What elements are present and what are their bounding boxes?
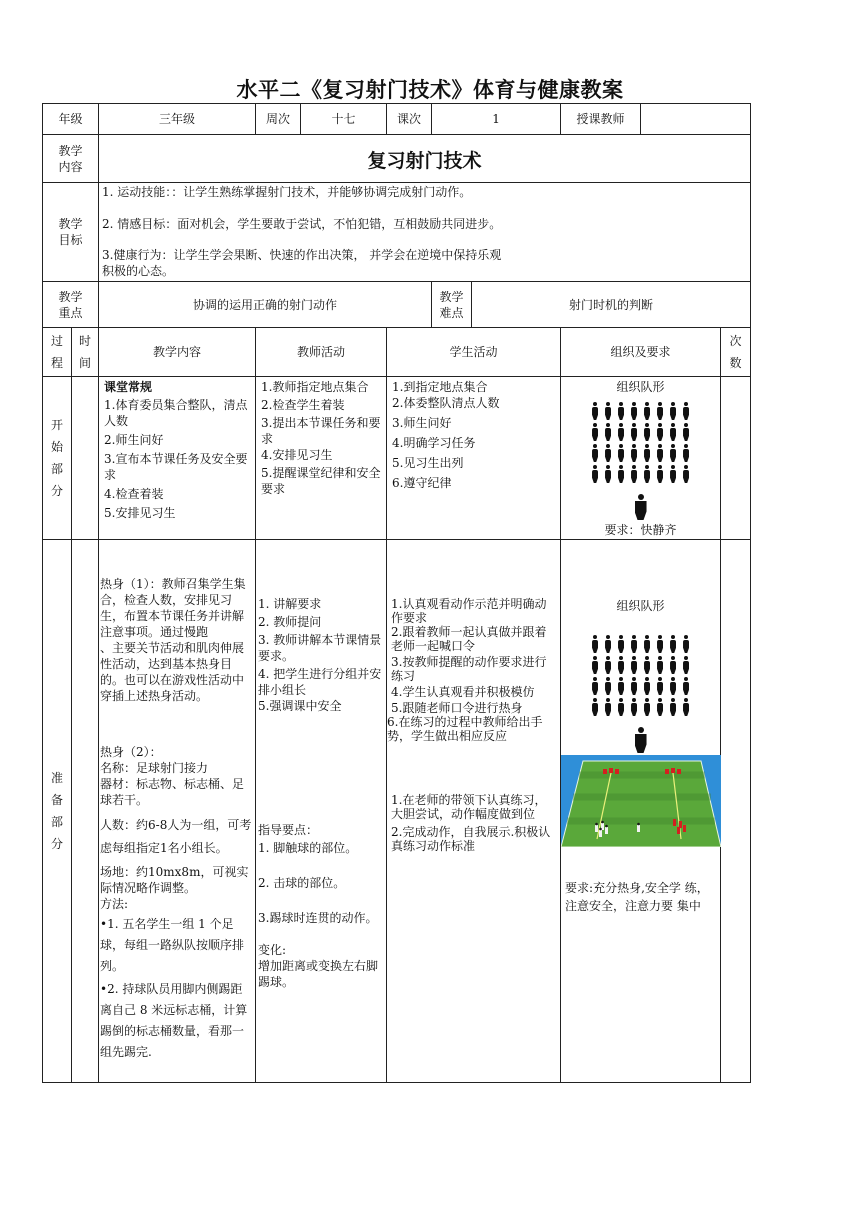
- list-item: 人数：约6-8人为一组，可考虑每组指定1名小组长。: [100, 818, 252, 855]
- list-item: 2.体委整队清点人数: [392, 396, 500, 410]
- list-item: 方法:: [100, 897, 129, 911]
- phase-start: 开 始 部 分: [43, 377, 72, 540]
- student-figure-icon: [618, 698, 624, 716]
- student-figure-icon: [657, 635, 663, 653]
- student-figure-icon: [605, 698, 611, 716]
- student-figure-icon: [670, 402, 676, 420]
- list-item: 1. 脚触球的部位。: [258, 841, 358, 855]
- student-figure-icon: [605, 402, 611, 420]
- list-item: 名称：足球射门接力: [100, 761, 209, 775]
- student-rows: [592, 399, 689, 486]
- student-figure-icon: [644, 402, 650, 420]
- student-figure-icon: [683, 656, 689, 674]
- difficulty-label: 教学 难点: [432, 282, 472, 328]
- list-item: 1. 讲解要求: [258, 597, 322, 611]
- student-figure-icon: [644, 698, 650, 716]
- org-title: 组织队形: [616, 380, 665, 394]
- student-figure-icon: [657, 423, 663, 441]
- student-figure-icon: [592, 423, 598, 441]
- list-item: 4.学生认真观看并积极模仿: [391, 685, 535, 699]
- student-figure-icon: [683, 402, 689, 420]
- col-content: 教学内容: [99, 328, 256, 377]
- student-figure-icon: [670, 698, 676, 716]
- student-figure-icon: [683, 444, 689, 462]
- list-item: •1. 五名学生一组 1 个足球，每组一路纵队按顺序排列。: [100, 917, 245, 973]
- prep-org: [561, 540, 721, 1083]
- prep-content: [99, 540, 256, 1083]
- difficulty-value: 射门时机的判断: [472, 282, 751, 328]
- list-item: 增加距离或变换左右脚踢球。: [258, 959, 379, 989]
- student-figure-icon: [631, 698, 637, 716]
- list-item: 场地：约10mx8m，可视实际情况略作调整。: [100, 865, 249, 895]
- student-figure-icon: [592, 635, 598, 653]
- goal-item: 2. 情感目标：面对机会，学生要敢于尝试，不怕犯错，互相鼓励共同进步。: [102, 217, 502, 231]
- col-student: 学生活动: [387, 328, 561, 377]
- list-item: 2. 教师提问: [258, 615, 322, 629]
- list-item: 热身（2）：: [100, 745, 162, 759]
- student-figure-icon: [605, 656, 611, 674]
- list-item: 1.教师指定地点集合: [261, 380, 369, 394]
- list-item: 3. 教师讲解本节课情景要求。: [258, 633, 382, 663]
- list-item: 4.检查着装: [104, 487, 164, 501]
- list-item: 6.遵守纪律: [392, 476, 452, 490]
- student-figure-icon: [670, 423, 676, 441]
- student-figure-icon: [605, 465, 611, 483]
- student-figure-icon: [631, 465, 637, 483]
- student-figure-icon: [618, 677, 624, 695]
- student-figure-icon: [618, 402, 624, 420]
- list-item: 5.强调课中安全: [258, 699, 342, 713]
- student-figure-icon: [631, 444, 637, 462]
- list-item: 2.完成动作，自我展示.积极认真练习动作标准: [391, 825, 551, 853]
- list-item: 3.宣布本节课任务及安全要求: [104, 452, 248, 482]
- student-figure-icon: [592, 465, 598, 483]
- student-figure-icon: [592, 444, 598, 462]
- student-figure-icon: [683, 698, 689, 716]
- student-figure-icon: [618, 444, 624, 462]
- student-figure-icon: [670, 677, 676, 695]
- student-figure-icon: [605, 635, 611, 653]
- student-figure-icon: [592, 698, 598, 716]
- list-item: 变化:: [258, 943, 287, 957]
- list-item: 指导要点：: [258, 823, 319, 837]
- student-row: [592, 656, 689, 674]
- list-item: 4. 把学生进行分组并安排小组长: [258, 667, 382, 697]
- goals-label: 教学 目标: [43, 183, 99, 282]
- student-figure-icon: [592, 402, 598, 420]
- teacher-label: 授课教师: [561, 104, 641, 135]
- list-item: 4.明确学习任务: [392, 436, 476, 450]
- student-figure-icon: [605, 444, 611, 462]
- prep-student: [387, 540, 561, 1083]
- soccer-field-image: [561, 755, 721, 847]
- teacher-figure-icon: [635, 727, 647, 753]
- start-org: [561, 377, 721, 540]
- list-item: 1.认真观看动作示范并明确动作要求: [391, 597, 547, 625]
- student-figure-icon: [683, 423, 689, 441]
- student-row: [592, 402, 689, 420]
- goal-item: 3.健康行为：让学生学会果断、快速的作出决策， 并学会在逆境中保持乐观: [102, 248, 502, 262]
- student-figure-icon: [592, 677, 598, 695]
- col-teacher: 教师活动: [256, 328, 387, 377]
- goal-item: 1. 运动技能：：让学生熟练掌握射门技术，并能够协调完成射门动作。: [102, 185, 472, 199]
- week-value: 十七: [301, 104, 387, 135]
- list-item: 1.体育委员集合整队，清点人数: [104, 398, 248, 428]
- start-count: [721, 377, 751, 540]
- student-figure-icon: [670, 444, 676, 462]
- goal-item: 积极的心态。: [102, 264, 175, 278]
- start-teacher: [256, 377, 387, 540]
- student-figure-icon: [618, 656, 624, 674]
- student-figure-icon: [644, 677, 650, 695]
- prep-time: [72, 540, 99, 1083]
- student-figure-icon: [683, 465, 689, 483]
- key-point-value: 协调的运用正确的射门动作: [99, 282, 432, 328]
- list-item: •2. 持球队员用脚内侧踢距离自己 8 米远标志桶，计算踢倒的标志桶数量，看那一组先踢完.: [100, 982, 248, 1059]
- week-label: 周次: [256, 104, 301, 135]
- student-figure-icon: [657, 677, 663, 695]
- list-item: 器材：标志物、标志桶、足球若干。: [100, 777, 245, 807]
- list-item: 5.提醒课堂纪律和安全要求: [261, 466, 381, 496]
- student-figure-icon: [631, 656, 637, 674]
- org-requirement: 要求：快静齐: [604, 523, 677, 537]
- lesson-value: 1: [432, 104, 561, 135]
- list-item: 3.踢球时连贯的动作。: [258, 911, 378, 925]
- list-item: 热身（1）：教师召集学生集合，检查人数，安排见习生，布置本节课任务并讲解注意事项。通过慢跑: [100, 577, 246, 639]
- list-item: 3.按教师提醒的动作要求进行练习: [391, 655, 547, 683]
- student-figure-icon: [631, 423, 637, 441]
- student-figure-icon: [605, 677, 611, 695]
- student-figure-icon: [631, 635, 637, 653]
- start-student: [387, 377, 561, 540]
- student-figure-icon: [618, 423, 624, 441]
- lesson-label: 课次: [387, 104, 432, 135]
- col-org: 组织及要求: [561, 328, 721, 377]
- student-row: [592, 465, 689, 483]
- student-figure-icon: [670, 635, 676, 653]
- student-figure-icon: [644, 656, 650, 674]
- list-item: 2.师生问好: [104, 433, 164, 447]
- list-item: 3.提出本节课任务和要求: [261, 416, 381, 446]
- student-figure-icon: [670, 656, 676, 674]
- student-row: [592, 698, 689, 716]
- goals-list: [99, 183, 751, 282]
- student-rows: [592, 632, 689, 719]
- student-figure-icon: [644, 423, 650, 441]
- page-title: 水平二《复习射门技术》体育与健康教案: [236, 78, 624, 102]
- list-item: 1.在老师的带领下认真练习，大胆尝试，动作幅度做到位: [391, 793, 547, 821]
- list-item: 5.见习生出列: [392, 456, 464, 470]
- content-label: 教学 内容: [43, 135, 99, 183]
- phase-prep: 准 备 部 分: [43, 540, 72, 1083]
- student-figure-icon: [605, 423, 611, 441]
- lesson-topic: 复习射门技术: [99, 135, 751, 183]
- col-process: 过 程: [43, 328, 72, 377]
- list-item: 1.到指定地点集合: [392, 380, 488, 394]
- start-time: [72, 377, 99, 540]
- student-figure-icon: [644, 444, 650, 462]
- list-item: 3.师生问好: [392, 416, 452, 430]
- start-content: [99, 377, 256, 540]
- list-item: 、主要关节活动和肌肉伸展性活动，达到基本热身目的。也可以在游戏性活动中穿插上述热身活动。: [100, 641, 245, 703]
- list-item: 2.检查学生着装: [261, 398, 345, 412]
- student-figure-icon: [618, 635, 624, 653]
- list-item: 2. 击球的部位。: [258, 876, 346, 890]
- org-requirement: 要求:充分热身,安全学 练，注意安全，注意力要 集中: [565, 881, 709, 913]
- student-row: [592, 677, 689, 695]
- list-item: 4.安排见习生: [261, 448, 333, 462]
- routine-title: 课堂常规: [104, 380, 153, 394]
- org-title: 组织队形: [616, 599, 665, 613]
- student-figure-icon: [644, 465, 650, 483]
- list-item: 6.在练习的过程中教师给出手势，学生做出相应反应: [387, 715, 543, 743]
- list-item: 5.跟随老师口令进行热身: [391, 701, 523, 715]
- student-figure-icon: [657, 444, 663, 462]
- student-figure-icon: [657, 402, 663, 420]
- student-figure-icon: [657, 465, 663, 483]
- student-row: [592, 444, 689, 462]
- student-row: [592, 423, 689, 441]
- teacher-figure-icon: [635, 494, 647, 520]
- student-figure-icon: [657, 698, 663, 716]
- teacher-value: [641, 104, 751, 135]
- grade-value: 三年级: [99, 104, 256, 135]
- student-figure-icon: [592, 656, 598, 674]
- student-figure-icon: [683, 677, 689, 695]
- prep-count: [721, 540, 751, 1083]
- student-figure-icon: [657, 656, 663, 674]
- student-figure-icon: [670, 465, 676, 483]
- formation-diagram: [561, 598, 720, 753]
- col-time: 时 间: [72, 328, 99, 377]
- student-figure-icon: [618, 465, 624, 483]
- student-figure-icon: [631, 402, 637, 420]
- prep-teacher: [256, 540, 387, 1083]
- student-row: [592, 635, 689, 653]
- student-figure-icon: [644, 635, 650, 653]
- col-count: 次 数: [721, 328, 751, 377]
- grade-label: 年级: [43, 104, 99, 135]
- key-point-label: 教学 重点: [43, 282, 99, 328]
- student-figure-icon: [631, 677, 637, 695]
- list-item: 2.跟着教师一起认真做并跟着老师一起喊口令: [391, 625, 547, 653]
- student-figure-icon: [683, 635, 689, 653]
- list-item: 5.安排见习生: [104, 506, 176, 520]
- formation-diagram: [561, 379, 720, 538]
- lesson-plan-table: [42, 103, 751, 1083]
